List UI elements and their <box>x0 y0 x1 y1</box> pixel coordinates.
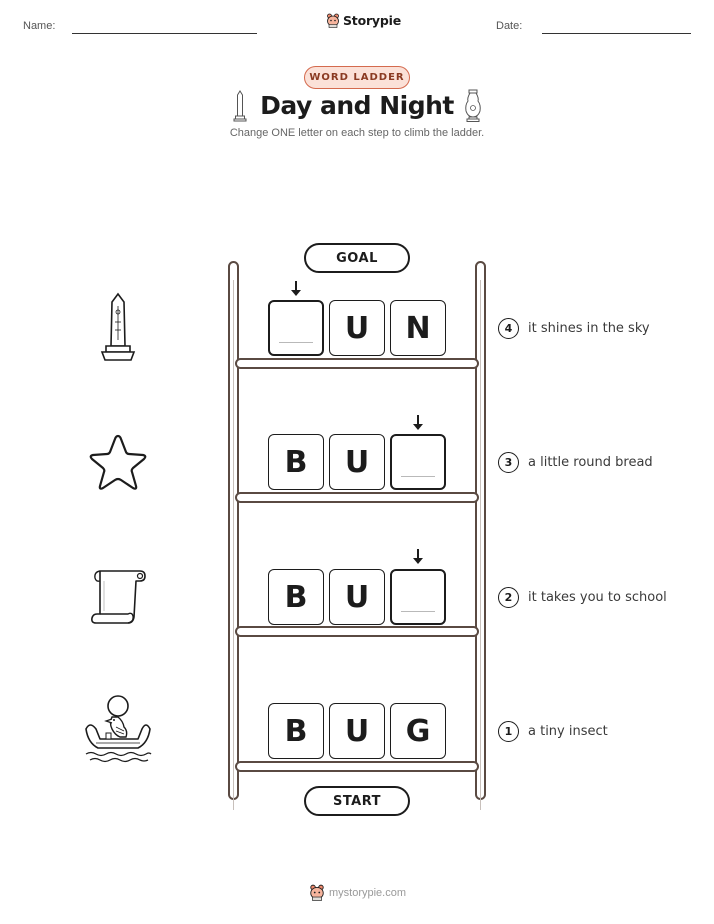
clue-1 <box>498 721 608 742</box>
letter-tile: U <box>329 569 385 625</box>
clue-text: a little round bread <box>528 455 653 470</box>
letter-tile: U <box>329 703 385 759</box>
instructions: Change ONE letter on each step to climb the ladder. <box>229 127 485 139</box>
down-arrow-icon <box>411 548 425 566</box>
start-label: START <box>304 786 410 816</box>
star-icon <box>85 432 151 494</box>
brand-name: Storypie <box>343 13 401 28</box>
letter-tile: N <box>390 300 446 356</box>
down-arrow-icon <box>411 414 425 432</box>
clue-4 <box>498 318 650 339</box>
scroll-icon <box>88 565 148 629</box>
activity-badge: WORD LADDER <box>304 66 410 89</box>
sun-boat-icon <box>82 693 154 767</box>
storypie-mascot-icon <box>309 884 325 901</box>
down-arrow-icon <box>289 280 303 298</box>
step-number: 2 <box>498 587 519 608</box>
footer-url[interactable]: mystorypie.com <box>329 886 407 899</box>
letter-tile: B <box>268 703 324 759</box>
clue-3 <box>498 452 653 473</box>
footer <box>309 884 406 901</box>
letter-input[interactable] <box>390 434 446 490</box>
letter-tile: G <box>390 703 446 759</box>
obelisk-icon <box>98 292 138 362</box>
letter-tile: U <box>329 434 385 490</box>
clue-text: it takes you to school <box>528 590 667 605</box>
clue-text: a tiny insect <box>528 724 608 739</box>
clue-text: it shines in the sky <box>528 321 650 336</box>
letter-tile: U <box>329 300 385 356</box>
letter-input[interactable] <box>268 300 324 356</box>
name-label: Name: <box>23 20 56 32</box>
page-title: Day and Night <box>260 91 454 120</box>
step-number: 4 <box>498 318 519 339</box>
letter-tile: B <box>268 434 324 490</box>
goal-label: GOAL <box>304 243 410 273</box>
clue-2 <box>498 587 667 608</box>
date-label: Date: <box>496 20 523 32</box>
step-number: 3 <box>498 452 519 473</box>
step-number: 1 <box>498 721 519 742</box>
letter-tile: B <box>268 569 324 625</box>
letter-input[interactable] <box>390 569 446 625</box>
